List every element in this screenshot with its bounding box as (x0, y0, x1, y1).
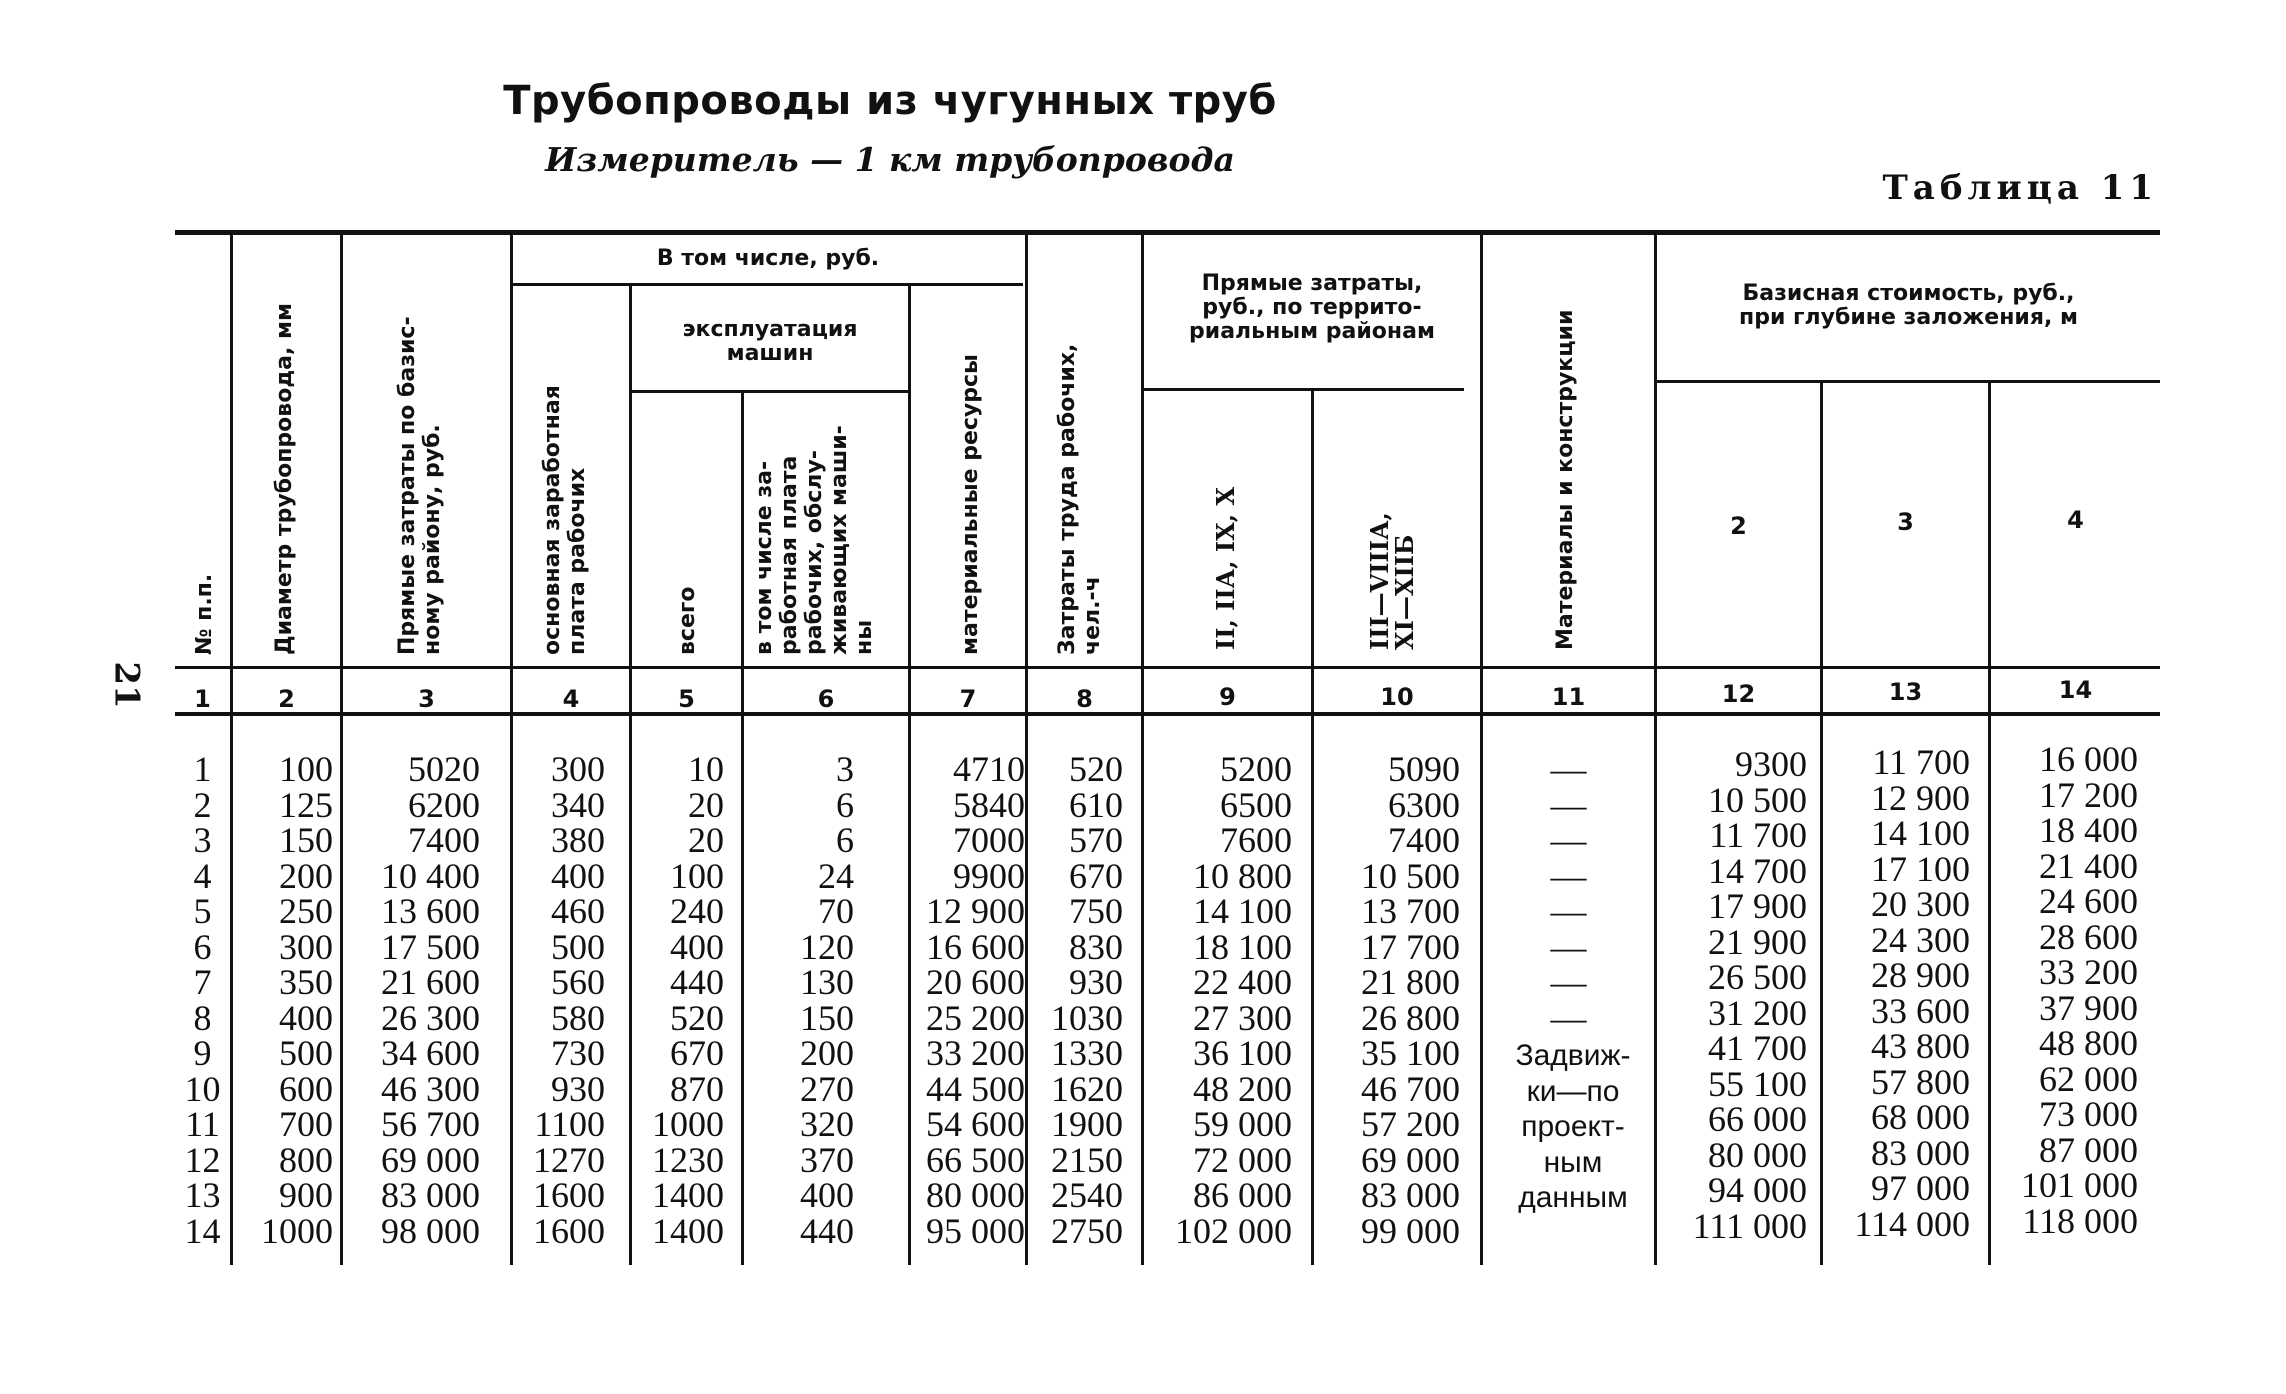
table-cell: 17 900 (1708, 886, 1807, 926)
table-cell: 57 200 (1361, 1104, 1460, 1144)
col-divider-10 (1480, 235, 1483, 1265)
table-cell: 73 000 (2039, 1094, 2138, 1134)
table-cell: 200 (800, 1033, 854, 1073)
table-cell: 33 200 (926, 1033, 1025, 1073)
table-cell: 17 500 (381, 926, 480, 967)
table-top-rule (175, 230, 2160, 235)
table-cell: 4 (193, 855, 212, 896)
group-rule-including (513, 283, 1023, 286)
table-cell: 6500 (1220, 784, 1292, 825)
table-cell: 500 (279, 1033, 333, 1073)
header-depth-3: 3 (1897, 508, 1914, 536)
table-cell: 520 (1069, 749, 1123, 789)
table-cell: 83 000 (381, 1175, 480, 1215)
table-subtitle: Измеритель — 1 км трубопровода (545, 140, 1235, 179)
table-cell: — (1550, 855, 1587, 896)
table-cell: 9300 (1735, 744, 1807, 784)
table-cell: 5020 (408, 749, 480, 789)
table-cell: 31 200 (1708, 992, 1807, 1033)
header-regions-a: II, IIА, IX, X (1211, 486, 1240, 650)
table-cell: 11 700 (1709, 815, 1807, 855)
table-cell: 33 200 (2039, 952, 2138, 992)
table-cell: 16 000 (2039, 739, 2138, 779)
table-cell: 1 (193, 749, 212, 789)
table-cell: 86 000 (1193, 1175, 1292, 1215)
table-cell: 580 (551, 997, 605, 1038)
column-regions-b (1314, 749, 1460, 1251)
column-number: 3 (418, 685, 435, 713)
table-number-label: Таблица 11 (1882, 168, 2158, 208)
table-cell: 111 000 (1692, 1205, 1807, 1246)
table-cell: 200 (279, 855, 333, 896)
header-row-no: № п.п. (192, 573, 217, 655)
table-cell: 11 (185, 1104, 220, 1144)
group-rule-base-cost (1657, 380, 2160, 383)
table-cell: 6 (193, 926, 212, 967)
column-operators-wage (744, 749, 854, 1251)
table-cell: 930 (1069, 962, 1123, 1002)
table-cell: 66 000 (1708, 1099, 1807, 1139)
column-number: 5 (678, 685, 695, 713)
table-cell: 2540 (1051, 1175, 1123, 1215)
table-cell: 26 300 (381, 997, 480, 1038)
table-cell: — (1550, 926, 1587, 967)
column-machines-total (632, 749, 724, 1251)
table-cell: — (1550, 784, 1587, 825)
table-cell: 240 (670, 891, 724, 931)
table-cell: 114 000 (1854, 1203, 1970, 1244)
table-cell: 3 (836, 749, 854, 789)
table-cell: 6 (836, 784, 854, 825)
table-cell: 120 (800, 926, 854, 967)
table-cell: 1620 (1051, 1068, 1123, 1109)
table-cell: 66 500 (926, 1139, 1025, 1180)
table-cell: 3 (193, 820, 212, 860)
table-cell: 27 300 (1193, 997, 1292, 1038)
table-cell: 5200 (1220, 749, 1292, 789)
table-cell: — (1550, 820, 1587, 860)
table-cell: 125 (279, 784, 333, 825)
table-cell: — (1550, 962, 1587, 1002)
header-machine-operation: эксплуатация машин (682, 317, 858, 366)
table-cell: 670 (1069, 855, 1123, 896)
table-cell: 9 (193, 1033, 212, 1073)
table-cell: 2 (193, 784, 212, 825)
table-cell: 560 (551, 962, 605, 1002)
table-cell: 1030 (1051, 997, 1123, 1038)
column-cost-depth-2 (1657, 744, 1807, 1246)
table-cell: 250 (279, 891, 333, 931)
table-cell: 80 000 (1708, 1134, 1807, 1175)
table-cell: 14 700 (1708, 850, 1807, 891)
table-cell: 400 (670, 926, 724, 967)
table-cell: 7400 (408, 820, 480, 860)
table-cell: 26 800 (1361, 997, 1460, 1038)
table-cell: 6300 (1388, 784, 1460, 825)
table-cell: 59 000 (1193, 1104, 1292, 1144)
column-number: 10 (1380, 683, 1414, 711)
column-base-wage (513, 749, 605, 1251)
table-cell: 600 (279, 1068, 333, 1109)
header-depth-4: 4 (2067, 506, 2084, 534)
table-cell: 900 (279, 1175, 333, 1215)
table-cell: 69 000 (381, 1139, 480, 1180)
column-number: 6 (817, 685, 835, 713)
table-cell: 13 600 (381, 891, 480, 931)
group-rule-regions (1144, 388, 1464, 391)
table-cell: 21 600 (381, 962, 480, 1002)
table-cell: 800 (279, 1139, 333, 1180)
table-cell: — (1550, 891, 1587, 931)
table-cell: 400 (800, 1175, 854, 1215)
header-direct-costs-regions: Прямые затраты, руб., по террито- риальным районам (1189, 271, 1435, 344)
table-cell: 18 400 (2039, 810, 2138, 850)
table-cell: 1600 (533, 1210, 605, 1251)
column-direct-costs-base (343, 749, 480, 1251)
table-cell: 730 (551, 1033, 605, 1073)
table-cell: 100 (279, 749, 333, 789)
table-cell: 34 600 (381, 1033, 480, 1073)
table-cell: 69 000 (1361, 1139, 1460, 1180)
materials-note: Задвиж- ки—по проект- ным данным (1515, 1039, 1631, 1214)
table-cell: 7000 (953, 820, 1025, 860)
table-cell: 20 300 (1871, 884, 1970, 924)
header-base-wage: основная заработная плата рабочих (540, 385, 590, 655)
table-cell: 55 100 (1708, 1063, 1807, 1104)
column-cost-depth-3 (1823, 742, 1970, 1244)
header-machines-total: всего (675, 586, 700, 655)
column-cost-depth-4 (1991, 739, 2138, 1241)
table-cell: 9900 (953, 855, 1025, 896)
column-regions-a (1144, 749, 1292, 1251)
table-cell: 10 500 (1708, 779, 1807, 820)
table-cell: 300 (551, 749, 605, 789)
table-cell: 12 900 (926, 891, 1025, 931)
table-cell: 83 000 (1871, 1132, 1970, 1173)
table-cell: 43 800 (1871, 1026, 1970, 1066)
table-cell: 6 (836, 820, 854, 860)
table-cell: 270 (800, 1068, 854, 1109)
table-cell: 130 (800, 962, 854, 1002)
header-material-resources: материальные ресурсы (958, 354, 983, 655)
table-cell: 5 (193, 891, 212, 931)
table-cell: 24 600 (2039, 881, 2138, 921)
table-cell: 17 100 (1871, 848, 1970, 889)
table-cell: 670 (670, 1033, 724, 1073)
table-cell: 98 000 (381, 1210, 480, 1251)
column-number: 13 (1888, 678, 1923, 706)
table-cell: 5840 (953, 784, 1025, 825)
table-cell: — (1550, 997, 1587, 1038)
table-cell: 13 700 (1361, 891, 1460, 931)
table-cell: 95 000 (926, 1210, 1025, 1251)
group-rule-machines (632, 390, 908, 393)
table-cell: 22 400 (1193, 962, 1292, 1002)
table-cell: 21 900 (1708, 921, 1807, 962)
column-labor-costs (1028, 749, 1123, 1251)
header-materials: Материалы и конструкции (1553, 309, 1578, 650)
table-cell: 150 (800, 997, 854, 1038)
table-cell: 7400 (1388, 820, 1460, 860)
table-cell: 36 100 (1193, 1033, 1292, 1073)
table-cell: 25 200 (926, 997, 1025, 1038)
column-row-no (175, 749, 230, 1251)
table-cell: 16 600 (926, 926, 1025, 967)
table-cell: 41 700 (1708, 1028, 1807, 1068)
table-cell: 35 100 (1361, 1033, 1460, 1073)
table-cell: 400 (551, 855, 605, 896)
column-diameter (233, 749, 333, 1251)
table-cell: 21 800 (1361, 962, 1460, 1002)
table-cell: 14 100 (1193, 891, 1292, 931)
table-cell: 20 (688, 820, 724, 860)
column-number: 14 (2058, 676, 2093, 704)
column-number: 4 (562, 685, 580, 713)
table-cell: 24 (818, 855, 854, 896)
table-cell: 99 000 (1361, 1210, 1460, 1251)
header-operators-wage: в том числе за- работная плата рабочих, обслу- живающих маши- ны (752, 425, 877, 655)
table-cell: 1900 (1051, 1104, 1123, 1144)
table-cell: 118 000 (2022, 1200, 2138, 1241)
table-cell: 750 (1069, 891, 1123, 931)
header-depth-2: 2 (1730, 512, 1747, 540)
table-cell: 17 200 (2039, 774, 2138, 815)
table-cell: 14 (184, 1210, 221, 1251)
page-number: 21 (106, 661, 147, 709)
table-cell: 70 (818, 891, 854, 931)
table-cell: 83 000 (1361, 1175, 1460, 1215)
table-cell: 20 600 (926, 962, 1025, 1002)
table-cell: 48 800 (2039, 1023, 2138, 1063)
column-materials (1483, 749, 1654, 1038)
table-cell: 37 900 (2039, 987, 2138, 1028)
table-cell: 10 (688, 749, 724, 789)
table-cell: 400 (279, 997, 333, 1038)
table-cell: 56 700 (381, 1104, 480, 1144)
table-cell: 20 (688, 784, 724, 825)
table-cell: 1330 (1051, 1033, 1123, 1073)
table-cell: 80 000 (926, 1175, 1025, 1215)
table-cell: 14 100 (1871, 813, 1970, 853)
table-cell: 610 (1069, 784, 1123, 825)
column-number: 2 (278, 685, 295, 713)
header-direct-costs-base: Прямые затраты по базис- ному району, руб. (395, 316, 445, 655)
table-cell: 440 (670, 962, 724, 1002)
table-cell: 87 000 (2039, 1129, 2138, 1170)
table-cell: 460 (551, 891, 605, 931)
table-cell: 48 200 (1193, 1068, 1292, 1109)
table-cell: 1270 (533, 1139, 605, 1180)
table-cell: 26 500 (1708, 957, 1807, 997)
table-cell: 520 (670, 997, 724, 1038)
column-number: 12 (1721, 680, 1756, 708)
table-cell: 46 300 (381, 1068, 480, 1109)
table-cell: 12 900 (1871, 777, 1970, 818)
table-cell: 68 000 (1871, 1097, 1970, 1137)
table-cell: 1100 (534, 1104, 605, 1144)
table-cell: 300 (279, 926, 333, 967)
table-cell: 44 500 (926, 1068, 1025, 1109)
table-cell: — (1550, 749, 1587, 789)
header-base-cost: Базисная стоимость, руб., при глубине заложения, м (1739, 281, 2078, 330)
table-cell: 2150 (1051, 1139, 1123, 1180)
table-cell: 6200 (408, 784, 480, 825)
table-cell: 2750 (1051, 1210, 1123, 1251)
table-cell: 4710 (953, 749, 1025, 789)
table-cell: 24 300 (1871, 919, 1970, 960)
table-cell: 62 000 (2039, 1058, 2138, 1099)
table-cell: 18 100 (1193, 926, 1292, 967)
table-cell: 12 (184, 1139, 221, 1180)
header-including-rub: В том числе, руб. (656, 246, 880, 271)
table-cell: 11 700 (1872, 742, 1970, 782)
table-cell: 1400 (652, 1210, 724, 1251)
table-cell: 1600 (533, 1175, 605, 1215)
table-cell: 28 900 (1871, 955, 1970, 995)
column-number: 11 (1551, 683, 1586, 711)
table-cell: 500 (551, 926, 605, 967)
column-number: 1 (194, 685, 211, 713)
table-cell: 10 500 (1361, 855, 1460, 896)
column-number: 7 (959, 685, 977, 713)
column-material-resources (911, 749, 1025, 1251)
table-cell: 102 000 (1175, 1210, 1292, 1251)
header-diameter: Диаметр трубопровода, мм (272, 303, 297, 655)
table-cell: 570 (1069, 820, 1123, 860)
table-cell: 7600 (1220, 820, 1292, 860)
table-cell: 33 600 (1871, 990, 1970, 1031)
table-cell: 1400 (652, 1175, 724, 1215)
table-cell: 21 400 (2039, 845, 2138, 886)
table-cell: 57 800 (1871, 1061, 1970, 1102)
table-cell: 440 (800, 1210, 854, 1251)
header-regions-b: III—VIIIА, XI—XIIБ (1365, 512, 1419, 650)
table-cell: 54 600 (926, 1104, 1025, 1144)
table-cell: 13 (184, 1175, 221, 1215)
table-cell: 8 (193, 997, 212, 1038)
table-cell: 10 400 (381, 855, 480, 896)
header-labor-costs: Затраты труда рабочих, чел.-ч (1055, 343, 1105, 655)
table-cell: 94 000 (1708, 1170, 1807, 1210)
table-cell: 380 (551, 820, 605, 860)
table-cell: 101 000 (2021, 1165, 2138, 1205)
table-cell: 97 000 (1871, 1168, 1970, 1208)
table-cell: 340 (551, 784, 605, 825)
table-cell: 1000 (261, 1210, 333, 1251)
column-number: 9 (1219, 683, 1236, 711)
table-cell: 72 000 (1193, 1139, 1292, 1180)
table-cell: 930 (551, 1068, 605, 1109)
table-cell: 17 700 (1361, 926, 1460, 967)
table-cell: 10 (184, 1068, 221, 1109)
table-cell: 870 (670, 1068, 724, 1109)
table-cell: 100 (670, 855, 724, 896)
table-cell: 370 (800, 1139, 854, 1180)
table-cell: 7 (193, 962, 212, 1002)
table-cell: 10 800 (1193, 855, 1292, 896)
column-number: 8 (1076, 685, 1093, 713)
table-cell: 350 (279, 962, 333, 1002)
table-cell: 150 (279, 820, 333, 860)
table-cell: 28 600 (2039, 916, 2138, 957)
table-cell: 1000 (652, 1104, 724, 1144)
header-bottom-rule (175, 666, 2160, 669)
table-cell: 320 (800, 1104, 854, 1144)
table-cell: 700 (279, 1104, 333, 1144)
table-cell: 46 700 (1361, 1068, 1460, 1109)
table-title: Трубопроводы из чугунных труб (503, 78, 1277, 124)
table-cell: 5090 (1388, 749, 1460, 789)
table-cell: 1230 (652, 1139, 724, 1180)
table-cell: 830 (1069, 926, 1123, 967)
